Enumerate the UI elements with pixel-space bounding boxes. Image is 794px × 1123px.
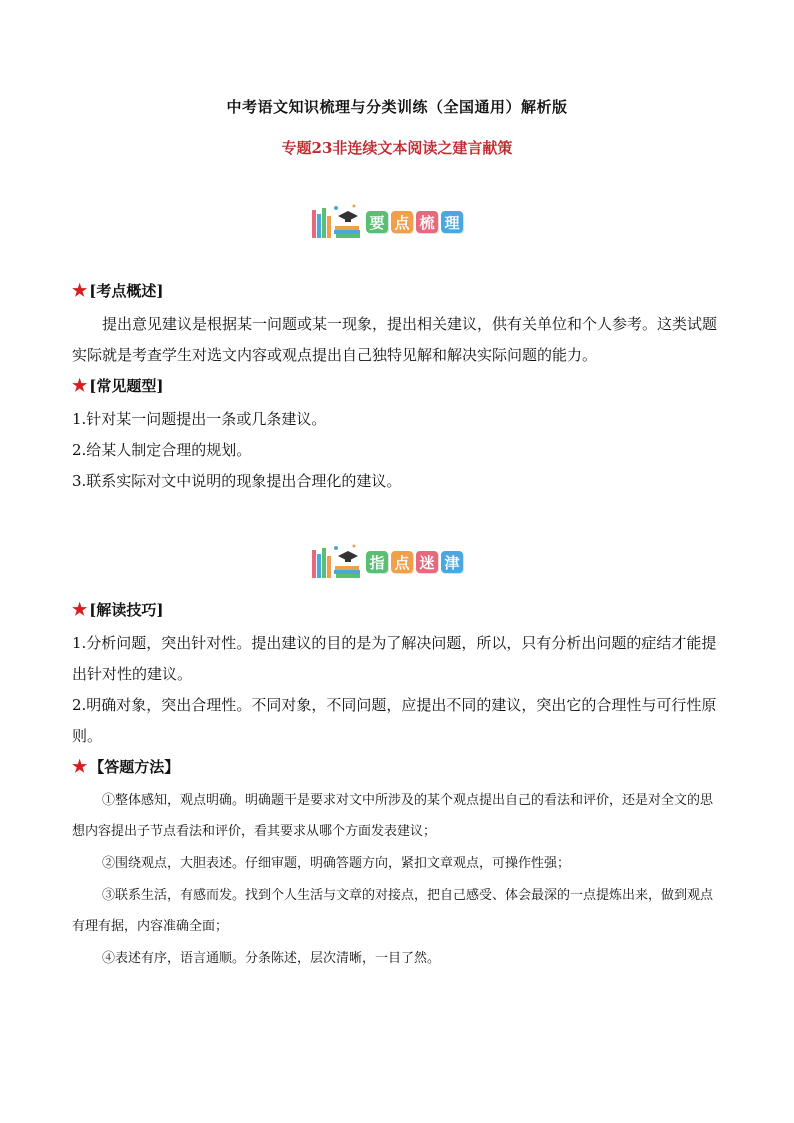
banner-tile: 点 (391, 551, 413, 573)
list-item: 2.给某人制定合理的规划。 (72, 441, 252, 459)
section-heading-text: [解读技巧] (89, 601, 164, 619)
section-heading-text: [常见题型] (89, 377, 164, 395)
list-item: ①整体感知，观点明确。明确题干是要求对文中所涉及的某个观点提出自己的看法和评价，还是对全文的思想内容提出子节点看法和评价，看其要求从哪个方面发表建议； (72, 793, 714, 839)
section-heading-text: [考点概述] (89, 282, 164, 300)
star-icon: ★ (72, 756, 88, 777)
star-icon: ★ (72, 280, 88, 301)
banner-tile: 迷 (416, 551, 438, 573)
books-graduation-icon (308, 542, 362, 582)
star-icon: ★ (72, 599, 88, 620)
banner-tile: 点 (391, 211, 413, 233)
list-item: 2.明确对象，突出合理性。不同对象，不同问题，应提出不同的建议，突出它的合理性与可行性原则。 (72, 696, 717, 745)
star-icon: ★ (72, 375, 88, 396)
banner-tile: 梳 (416, 211, 438, 233)
banner-tile: 指 (366, 551, 388, 573)
list-item: ④表述有序，语言通顺。分条陈述，层次清晰，一目了然。 (102, 951, 441, 966)
list-item: 1.分析问题，突出针对性。提出建议的目的是为了解决问题，所以，只有分析出问题的症结才能提出针对性的建议。 (72, 634, 717, 683)
section-heading-text: 【答题方法】 (89, 758, 180, 776)
section-banner-key-points (308, 200, 488, 244)
section-heading-methods (72, 756, 179, 777)
list-item: ③联系生活，有感而发。找到个人生活与文章的对接点，把自己感受、体会最深的一点提炼出来，做到观点有理有据，内容准确全面； (72, 888, 714, 934)
list-item: 1.针对某一问题提出一条或几条建议。 (72, 410, 327, 428)
page-title: 中考语文知识梳理与分类训练（全国通用）解析版 (226, 98, 568, 116)
section-heading-types (72, 375, 163, 396)
banner-tile: 津 (441, 551, 463, 573)
section-banner-guidance (308, 540, 488, 584)
banner-tile: 要 (366, 211, 388, 233)
books-graduation-icon (308, 202, 362, 242)
list-item: ②围绕观点，大胆表述。仔细审题，明确答题方向，紧扣文章观点，可操作性强； (102, 856, 571, 871)
banner-tile: 理 (441, 211, 463, 233)
topic-subtitle: 专题23非连续文本阅读之建言献策 (281, 139, 513, 157)
section-heading-overview (72, 280, 163, 301)
section-heading-skills (72, 599, 163, 620)
list-item: 3.联系实际对文中说明的现象提出合理化的建议。 (72, 472, 402, 490)
overview-paragraph: 提出意见建议是根据某一问题或某一现象，提出相关建议，供有关单位和个人参考。这类试题实际就是考查学生对选文内容或观点提出自己独特见解和解决实际问题的能力。 (72, 315, 718, 364)
